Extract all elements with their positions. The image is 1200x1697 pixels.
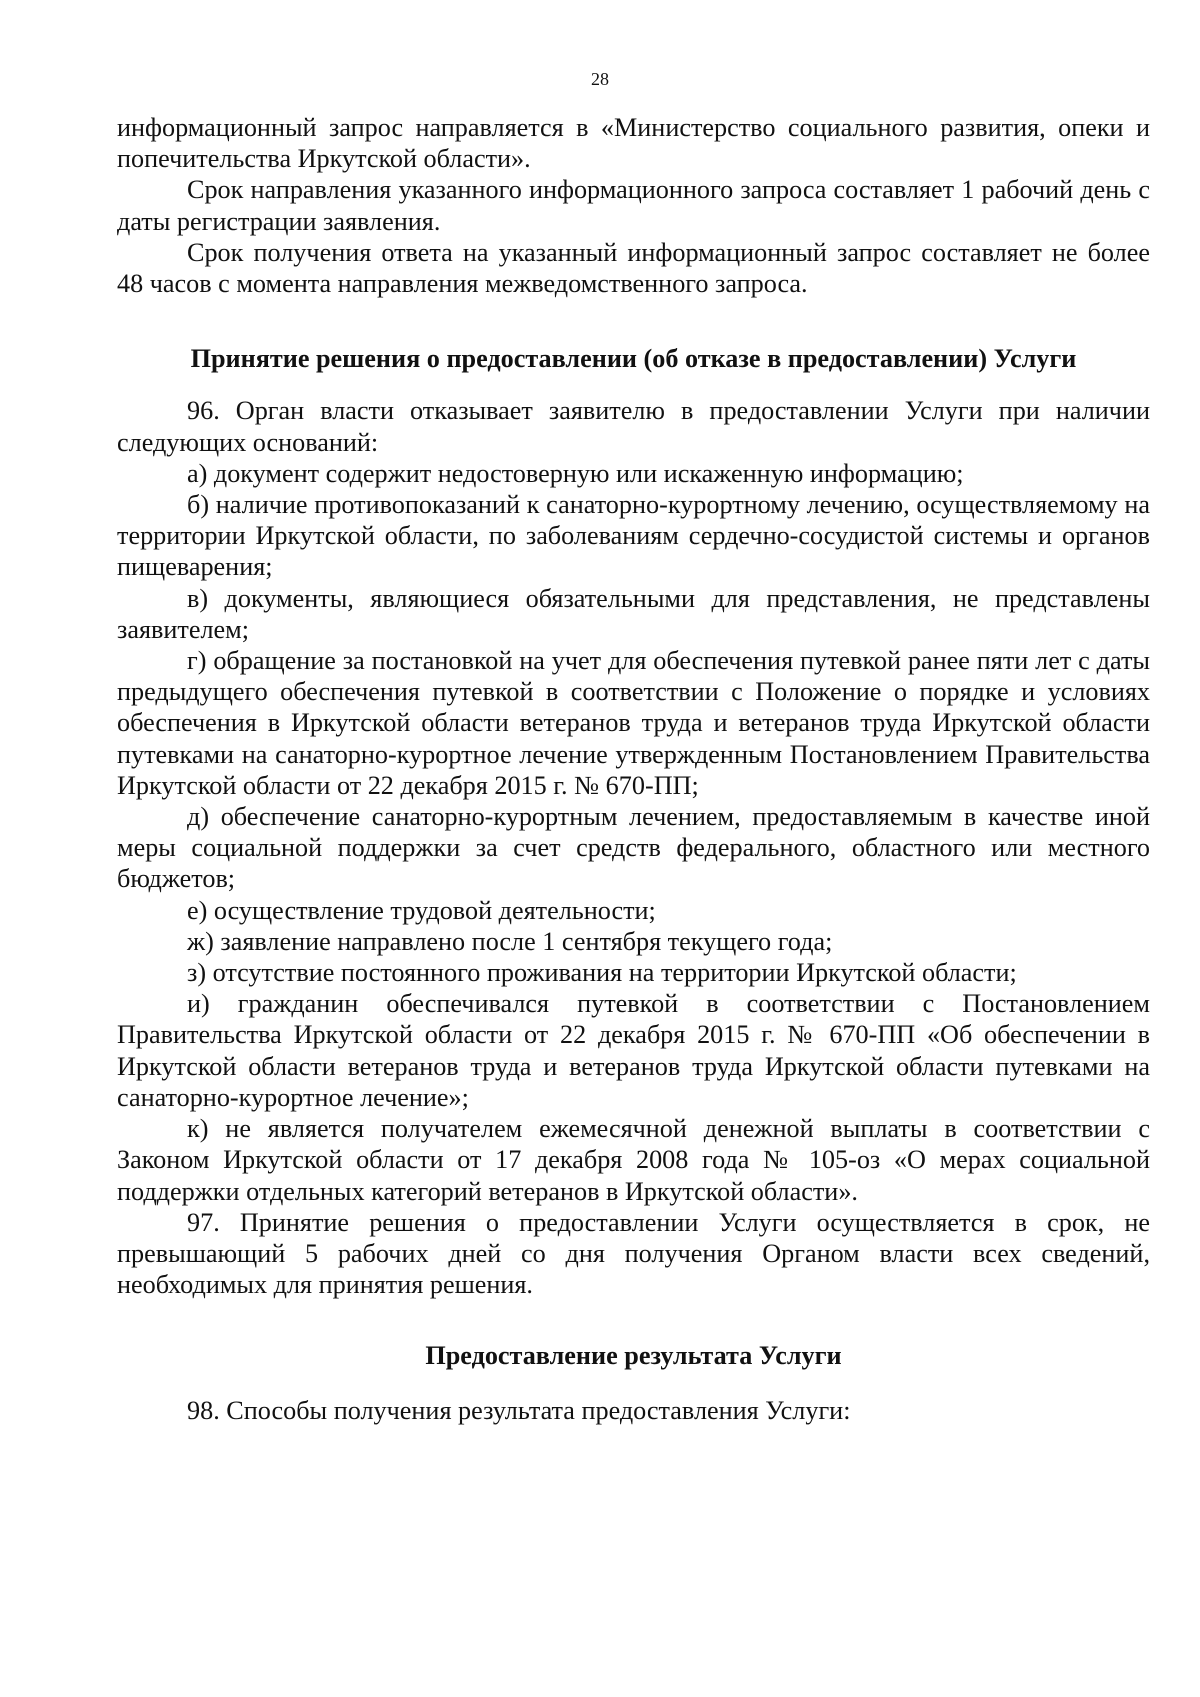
list-item-e: е) осуществление трудовой деятельности; [187,895,656,925]
list-item-i: и) гражданин обеспечивался путевкой в соответствии с Постановлением Правительства Иркутской области от 22 декабря 2015 г. № 670-ПП «Об обеспечении в Иркутской области ветеранов труда и ветеранов труда Иркутской области путевками на санаторно-курортное лечение»; [117,989,1150,1112]
section-heading-result: Предоставление результата Услуги [425,1341,842,1371]
paragraph-response-deadline: Срок получения ответа на указанный информационный запрос составляет не более 48 часов с момента направления межведомственного запроса. [117,237,1150,299]
list-item-a: а) документ содержит недостоверную или искаженную информацию; [187,458,964,488]
list-item-v: в) документы, являющиеся обязательными для представления, не представлены заявителем; [117,583,1150,644]
list-item-k: к) не является получателем ежемесячной денежной выплаты в соответствии с Законом Иркутской области от 17 декабря 2008 года № 105-оз «О мерах социальной поддержки отдельных категорий ветеранов в Иркутской области». [117,1114,1150,1206]
paragraph-98: 98. Способы получения результата предоставления Услуги: [187,1395,851,1425]
section-heading-decision: Принятие решения о предоставлении (об отказе в предоставлении) Услуги [190,344,1077,374]
paragraph-97: 97. Принятие решения о предоставлении Услуги осуществляется в срок, не превышающий 5 рабочих дней со дня получения Органом власти всех сведений, необходимых для принятия решения. [117,1207,1150,1300]
page-number: 28 [591,69,609,89]
list-item-g: г) обращение за постановкой на учет для обеспечения путевкой ранее пяти лет с даты предыдущего обеспечения путевкой в соответствии с Положение о порядке и условиях обеспечения в Иркутской области ветеранов труда и ветеранов труда Иркутской области путевками на санаторно-курортное лечение утвержденным Постановлением Правительства Иркутской области от 22 декабря 2015 г. № 670-ПП; [117,646,1150,800]
paragraph-continuation: информационный запрос направляется в «Министерство социального развития, опеки и попечительства Иркутской области». [117,113,1150,174]
list-item-zh: ж) заявление направлено после 1 сентября текущего года; [187,926,833,956]
paragraph-96: 96. Орган власти отказывает заявителю в предоставлении Услуги при наличии следующих оснований: [117,396,1150,457]
document-body [117,112,1150,1426]
paragraph-request-deadline: Срок направления указанного информационного запроса составляет 1 рабочий день с даты регистрации заявления. [117,175,1150,236]
list-item-b: б) наличие противопоказаний к санаторно-курортному лечению, осуществляемому на территории Иркутской области, по заболеваниям сердечно-сосудистой системы и органов пищеварения; [117,490,1150,582]
list-item-z: з) отсутствие постоянного проживания на территории Иркутской области; [187,958,1017,988]
list-item-d: д) обеспечение санаторно-курортным лечением, предоставляемым в качестве иной меры социальной поддержки за счет средств федерального, областного или местного бюджетов; [117,802,1150,894]
